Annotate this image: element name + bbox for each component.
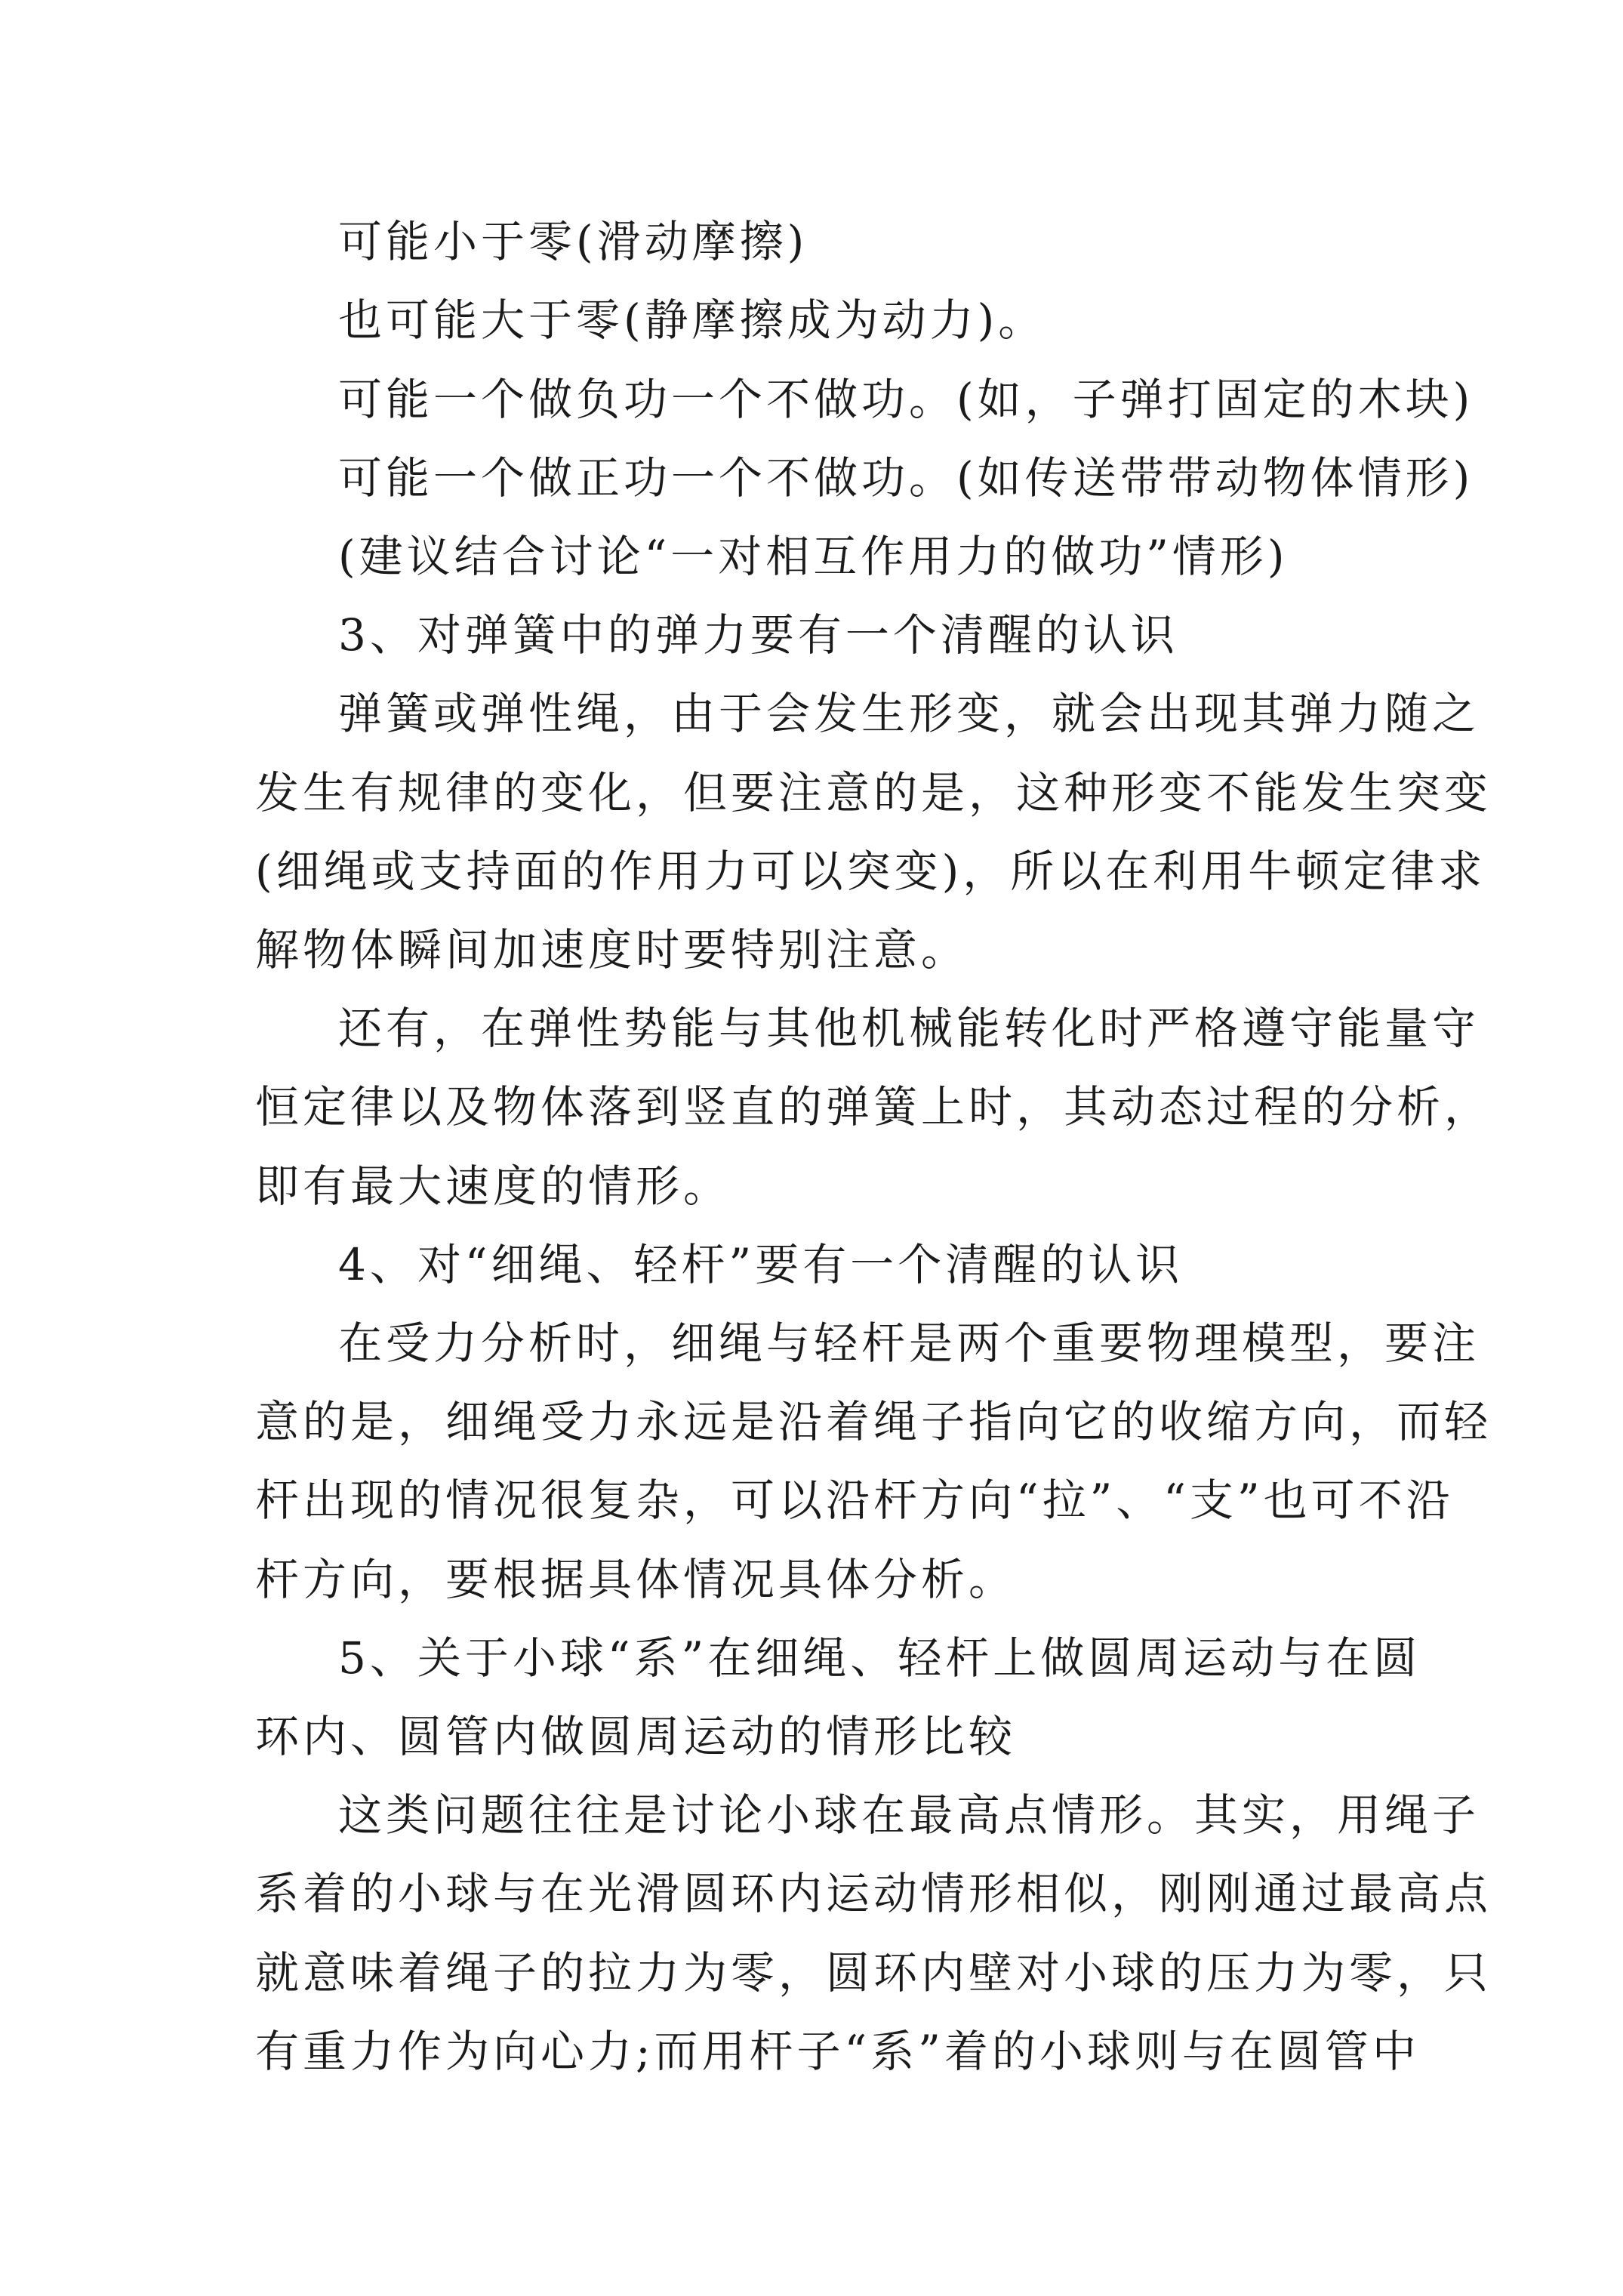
- text-line: 可能小于零(滑动摩擦): [338, 216, 808, 267]
- text-line: 杆出现的情况很复杂，可以沿杆方向“拉”、“支”也可不沿: [255, 1475, 1454, 1526]
- text-line: 杆方向，要根据具体情况具体分析。: [255, 1554, 1017, 1605]
- text-line: 就意味着绳子的拉力为零，圆环内壁对小球的压力为零，只: [255, 1947, 1492, 1999]
- text-line: 发生有规律的变化，但要注意的是，这种形变不能发生突变: [255, 767, 1492, 818]
- text-line: (建议结合讨论“一对相互作用力的做功”情形): [338, 531, 1289, 582]
- text-line: 可能一个做正功一个不做功。(如传送带带动物体情形): [338, 452, 1474, 504]
- section-heading: 3、对弹簧中的弹力要有一个清醒的认识: [338, 609, 1178, 661]
- text-line: (细绳或支持面的作用力可以突变)，所以在利用牛顿定律求: [255, 846, 1486, 897]
- text-line: 可能一个做负功一个不做功。(如，子弹打固定的木块): [338, 374, 1474, 425]
- text-line: 弹簧或弹性绳，由于会发生形变，就会出现其弹力随之: [338, 688, 1480, 739]
- section-heading-cont: 环内、圆管内做圆周运动的情形比较: [255, 1711, 1017, 1762]
- text-line: 意的是，细绳受力永远是沿着绳子指向它的收缩方向，而轻: [255, 1396, 1492, 1447]
- text-line: 系着的小球与在光滑圆环内运动情形相似，刚刚通过最高点: [255, 1868, 1492, 1919]
- text-line: 即有最大速度的情形。: [255, 1160, 731, 1212]
- section-heading: 4、对“细绳、轻杆”要有一个清醒的认识: [338, 1239, 1184, 1290]
- text-line: 这类问题往往是讨论小球在最高点情形。其实，用绳子: [338, 1789, 1480, 1841]
- text-line: 恒定律以及物体落到竖直的弹簧上时，其动态过程的分析，: [255, 1081, 1492, 1133]
- section-heading: 5、关于小球“系”在细绳、轻杆上做圆周运动与在圆: [338, 1632, 1421, 1684]
- text-line: 还有，在弹性势能与其他机械能转化时严格遵守能量守: [338, 1003, 1480, 1054]
- text-line: 有重力作为向心力;而用杆子“系”着的小球则与在圆管中: [255, 2026, 1420, 2077]
- text-line: 解物体瞬间加速度时要特别注意。: [255, 924, 969, 975]
- text-line: 在受力分析时，细绳与轻杆是两个重要物理模型，要注: [338, 1318, 1480, 1369]
- text-line: 也可能大于零(静摩擦成为动力)。: [338, 294, 1046, 346]
